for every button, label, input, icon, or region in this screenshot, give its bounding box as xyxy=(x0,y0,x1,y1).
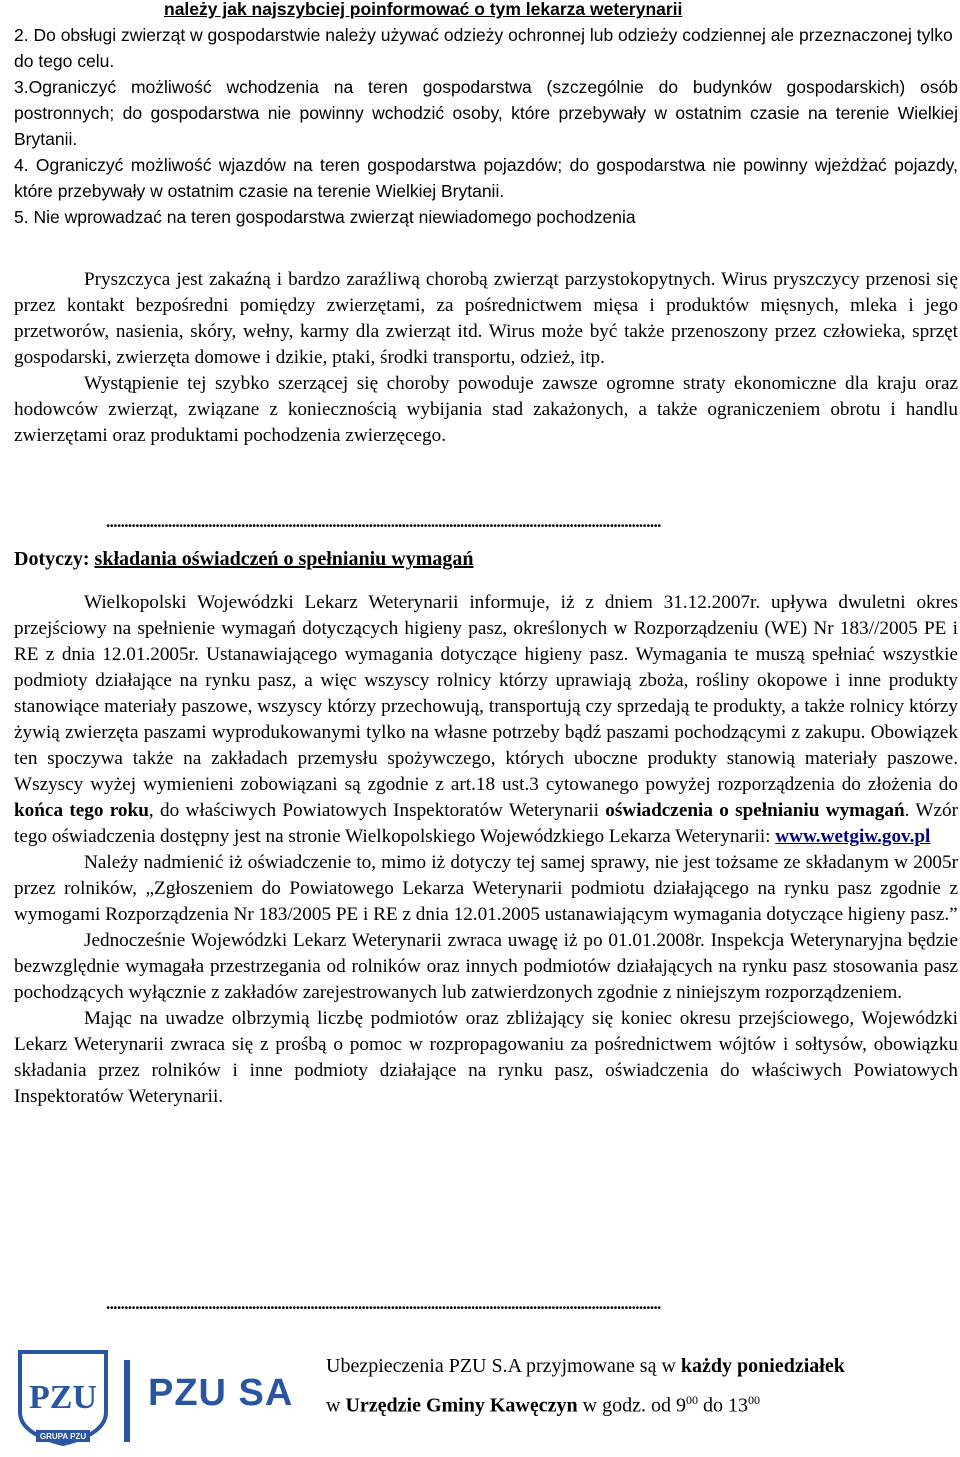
list-item-3: 3.Ograniczyć możliwość wchodzenia na teren gospodarstwa (szczególnie do budynków gospodarskich) osób postronnych; do gospodarstwa nie powinny wchodzić osoby, które przebywały w ostatnim czasie na terenie Wielkiej Brytanii. xyxy=(14,77,958,149)
pzu-logo xyxy=(14,1348,112,1448)
section-body xyxy=(14,590,958,1110)
disease-paragraph-1: Pryszczyca jest zakaźną i bardzo zaraźliwą chorobą zwierząt parzystokopytnych. Wirus pryszczycy przenosi się przez kontakt bezpośredni pomiędzy zwierzętami, za pośrednictwem mięsa i produktów mięsnych, mleka i jego przetworów, nasienia, skóry, wełny, karmy dla zwierząt itd. Wirus może być także przenoszony przez człowieka, sprzęt gospodarski, zwierzęta domowe i dzikie, ptaki, środki transportu, odzież, itp. xyxy=(14,269,958,368)
section-subject: składania oświadczeń o spełnianiu wymagań xyxy=(94,548,474,570)
top-list xyxy=(14,0,958,230)
section-heading xyxy=(14,546,958,572)
section-paragraph-3: Jednocześnie Wojewódzki Lekarz Weterynarii zwraca uwagę iż po 01.01.2008r. Inspekcja Weterynaryjna będzie bezwzględnie wymagała przestrzegania od rolników oraz innych podmiotów działających na rynku pasz stosowania pasz pochodzących wyłącznie z zakładów zarejestrowanych lub zatwierdzonych zgodnie z niniejszym rozporządzeniem. xyxy=(14,930,958,1003)
section-paragraph-1: Wielkopolski Wojewódzki Lekarz Weterynarii informuje, iż z dniem 31.12.2007r. upływa dwuletni okres przejściowy na spełnienie wymagań dotyczących higieny pasz, określonych w Rozporządzeniu (WE) Nr 183//2005 PE i RE z dnia 12.01.2005r. Ustanawiającego wymagania dotyczące higieny pasz. Wymagania te muszą spełniać wszystkie podmioty działające na rynku pasz, a więc wszyscy rolnicy którzy uprawiają zboża, rośliny okopowe i inne produkty stanowiące materiały paszowe, wszyscy którzy przechowują, transportują czy sprzedają te produkty, a także rolnicy którzy żywią zwierzęta paszami wyprodukowanymi tylko na własne potrzeby bądź paszami pochodzącymi z zakupu. Obowiązek ten spoczywa także na zakładach przemysłu spożywczego, których uboczne produkty stanowią materiały paszowe. Wszyscy wyżej wymienieni zobowiązani są zgodnie z art.18 ust.3 cytowanego powyżej rozporządzenia do złożenia do końca tego roku, do właściwych Powiatowych Inspektoratów Weterynarii oświadczenia o spełnianiu wymagań. Wzór tego oświadczenia dostępny jest na stronie Wielkopolskiego Wojewódzkiego Lekarza Weterynarii: www.wetgiw.gov.pl xyxy=(14,592,958,847)
website-link[interactable]: www.wetgiw.gov.pl xyxy=(775,826,931,847)
declaration-text: oświadczenia o spełnianiu wymagań xyxy=(605,800,905,821)
footer-line-1: Ubezpieczenia PZU S.A przyjmowane są w każdy poniedziałek xyxy=(326,1355,845,1377)
footer-line-2: w Urzędzie Gminy Kawęczyn w godz. od $9^{00}$ do $13^{00}$ xyxy=(326,1393,760,1417)
brand-name: PZU SA xyxy=(148,1372,294,1414)
list-item-4: 4. Ograniczyć możliwość wjazdów na teren gospodarstwa pojazdów; do gospodarstwa nie powinny wjeżdżać pojazdy, które przebywały w ostatnim czasie na terenie Wielkiej Brytanii. xyxy=(14,155,958,201)
brand-divider xyxy=(124,1360,130,1442)
deadline-text: końca tego roku xyxy=(14,800,149,821)
list-item-2: 2. Do obsługi zwierząt w gospodarstwie należy używać odzieży ochronnej lub odzieży codziennej ale przeznaczonej tylko do tego celu. xyxy=(14,25,953,71)
list-item-5: 5. Nie wprowadzać na teren gospodarstwa zwierząt niewiadomego pochodzenia xyxy=(14,207,636,227)
section-paragraph-4: Mając na uwadze olbrzymią liczbę podmiotów oraz zbliżający się koniec okresu przejściowego, Wojewódzki Lekarz Weterynarii zwraca się z prośbą o pomoc w rozpropagowaniu za pośrednictwem wójtów i sołtysów, obowiązku składania przez rolników i inne podmioty działające na rynku pasz, oświadczenia do właściwych Powiatowych Inspektoratów Weterynarii. xyxy=(14,1008,958,1107)
pzu-logo-icon xyxy=(14,1348,112,1448)
heading-tail: należy jak najszybciej poinformować o tym lekarza weterynarii xyxy=(164,0,683,19)
section-paragraph-2: Należy nadmienić iż oświadczenie to, mimo iż dotyczy tej samej sprawy, nie jest tożsame ze składanym w 2005r przez rolników, „Zgłoszeniem do Powiatowego Lekarza Weterynarii podmiotu działającego na rynku pasz zgodnie z wymogami Rozporządzenia Nr 183/2005 PE i RE z dnia 12.01.2005 ustanawiającym wymagania dotyczące higieny pasz.” xyxy=(14,852,958,925)
disease-section xyxy=(14,267,958,449)
separator-dots-2: ........................................................................................................................................................ xyxy=(106,1294,661,1313)
separator-dots-1: ........................................................................................................................................................ xyxy=(106,512,661,531)
section-label: Dotyczy: xyxy=(14,548,90,570)
svg-text:GRUPA PZU: GRUPA PZU xyxy=(39,1432,87,1441)
disease-paragraph-2: Wystąpienie tej szybko szerzącej się choroby powoduje zawsze ogromne straty ekonomiczne dla kraju oraz hodowców zwierząt, związane z koniecznością wybijania stad zakażonych, a także ograniczeniem obrotu i handlu zwierzętami oraz produktami pochodzenia zwierzęcego. xyxy=(14,373,958,446)
svg-text:PZU: PZU xyxy=(29,1379,97,1416)
